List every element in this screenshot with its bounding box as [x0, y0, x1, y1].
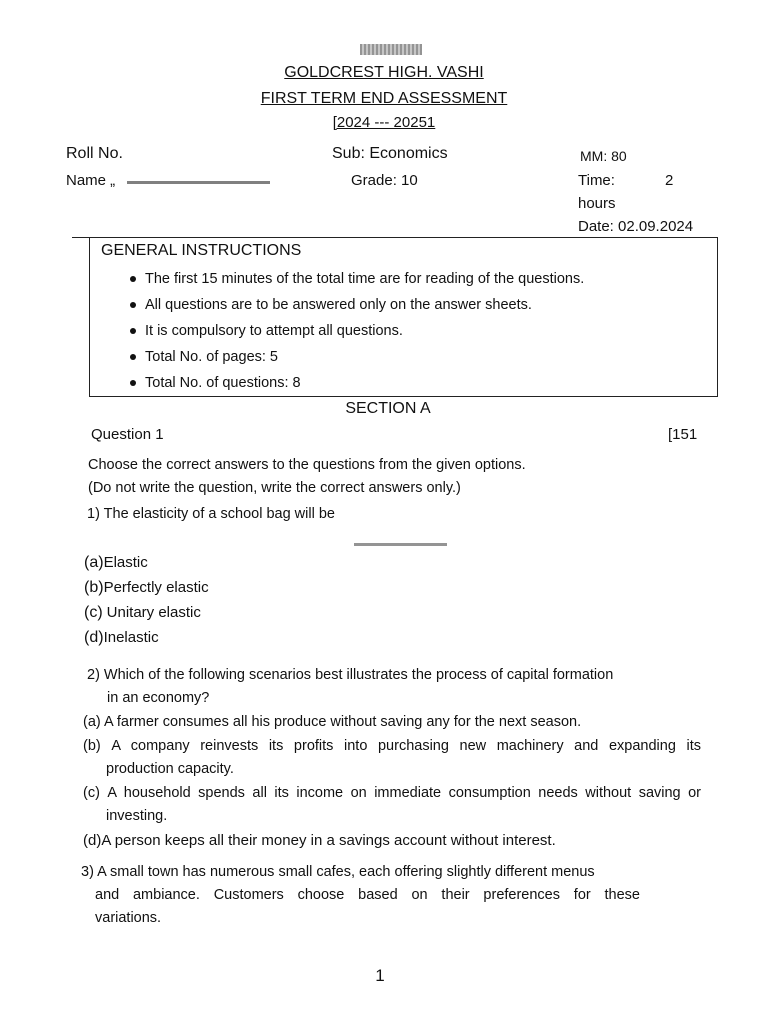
instruction-item: It is compulsory to attempt all questions.	[128, 319, 584, 345]
grade: Grade: 10	[351, 172, 418, 189]
exam-date: Date: 02.09.2024	[578, 218, 694, 235]
option-key: (d)	[83, 832, 102, 849]
roll-label: Roll No.	[66, 145, 123, 162]
school-stamp-logo	[360, 44, 422, 55]
max-marks: MM: 80	[580, 148, 627, 164]
option-text: Perfectly elastic	[103, 579, 209, 596]
section-heading: SECTION A	[345, 400, 431, 417]
instruction-item: Total No. of pages: 5	[128, 345, 584, 371]
instructions-title: GENERAL INSTRUCTIONS	[101, 242, 302, 259]
question1-label: Question 1	[91, 426, 164, 443]
option-text: A person keeps all their money in a savings account without interest.	[101, 832, 556, 849]
time-value: 2	[665, 172, 674, 189]
question1-marks: [151	[668, 426, 698, 443]
q2-option-c	[83, 785, 701, 801]
q2-text-line2: in an economy?	[107, 690, 210, 706]
option-text: Inelastic	[103, 629, 159, 646]
exam-title: FIRST TERM END ASSESSMENT	[260, 90, 508, 107]
time-label: Time:	[578, 172, 615, 189]
academic-year: [2024 --- 20251	[332, 114, 436, 131]
instruction-item: The first 15 minutes of the total time are for reading of the questions.	[128, 267, 584, 293]
question1-instruction-note: (Do not write the question, write the correct answers only.)	[88, 480, 461, 496]
q1-text: 1) The elasticity of a school bag will be	[87, 506, 335, 522]
q1-option-a	[84, 554, 148, 572]
instruction-item: Total No. of questions: 8	[128, 371, 584, 397]
instruction-item: All questions are to be answered only on the answer sheets.	[128, 293, 584, 319]
option-key: (a)	[83, 714, 101, 730]
option-text-line1	[83, 785, 701, 801]
option-key: (b)	[83, 738, 101, 754]
school-name: GOLDCREST HIGH. VASHI	[284, 64, 484, 81]
q1-option-d	[84, 629, 159, 647]
q3-text-line2: and ambiance. Customers choose based on their preferences for these	[95, 887, 640, 903]
instructions-list	[128, 267, 584, 397]
q2-option-c-line2: investing.	[106, 808, 168, 824]
option-text: A household spends all its income on immediate consumption needs without saving or	[107, 785, 701, 801]
option-text-line1	[83, 738, 701, 754]
option-key: (d)	[84, 629, 104, 646]
time-unit: hours	[578, 195, 616, 212]
name-blank-line	[127, 181, 270, 184]
q1-option-b	[84, 579, 209, 597]
q1-option-c	[84, 604, 201, 622]
q3-text-line3: variations.	[95, 910, 162, 926]
option-key: (c)	[83, 785, 100, 801]
q2-option-b	[83, 738, 701, 754]
q3-text-line1: 3) A small town has numerous small cafes, each offering slightly different menus	[81, 864, 595, 880]
option-key: (b)	[84, 579, 104, 596]
option-text: A company reinvests its profits into purchasing new machinery and expanding its	[111, 738, 701, 754]
answer-blank-line	[354, 543, 447, 546]
option-text: Elastic	[103, 554, 148, 571]
question1-instruction: Choose the correct answers to the questions from the given options.	[88, 457, 526, 473]
q2-option-d	[83, 832, 556, 849]
q2-option-a	[83, 714, 581, 730]
page-number: 1	[375, 966, 385, 985]
option-key: (c)	[84, 604, 103, 621]
option-text: Unitary elastic	[106, 604, 201, 621]
subject: Sub: Economics	[332, 145, 448, 162]
option-text: A farmer consumes all his produce without saving any for the next season.	[103, 714, 582, 730]
q2-option-b-line2: production capacity.	[106, 761, 234, 777]
divider-line	[72, 237, 90, 238]
name-label: Name „	[66, 172, 116, 189]
q2-text-line1: 2) Which of the following scenarios best illustrates the process of capital formation	[87, 667, 614, 683]
option-key: (a)	[84, 554, 104, 571]
